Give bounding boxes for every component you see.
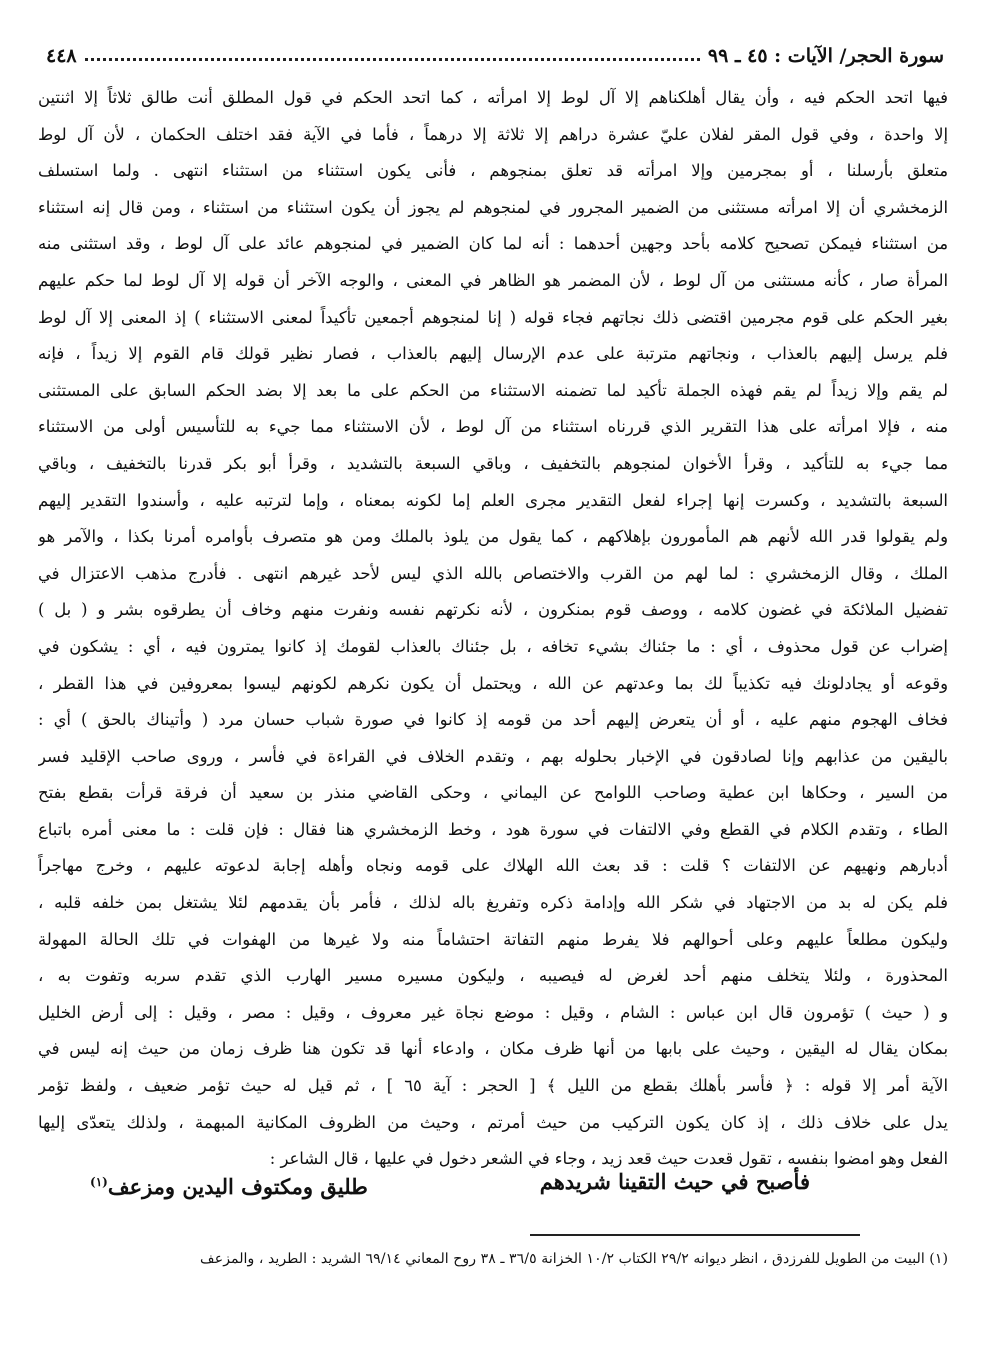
page-header xyxy=(38,40,948,72)
text-line: فلم يكن له بد من الاجتهاد في شكر الله وإدامة ذكره وتفريغ باله لذلك ، فأمر بأن يقدمهم لئلا يشتغل بمن خلفه قلبه ، xyxy=(38,893,948,913)
text-line: ولم يقولوا قدر الله لأنهم هم المأمورون بإهلاكهم ، كما يقول من يلوذ بالملك ومن هو متصرف بأوامره أمرنا بكذا ، والآمر هو xyxy=(38,527,948,547)
text-line: إلا واحدة ، وفي قول المقر لفلان عليّ عشرة دراهم إلا ثلاثة إلا درهماً ، فأما في الآية فقد اختلف الحكمان ، لأن آل لوط xyxy=(38,124,948,144)
page-number: ٤٤٨ xyxy=(46,45,77,67)
footnote-reference: (١) xyxy=(90,1175,108,1189)
text-line: فخاف الهجوم منهم عليه ، أو أن يتعرض إليهم أحد من قومه إذ كانوا في صورة شباب حسان مرد ( وأتيناك بالحق ) أي : xyxy=(38,710,948,730)
text-line: وليكون مطلعاً عليهم وعلى أحوالهم فلا يفرط منهم التفاتة احتشاماً منه ولا غيرها من الهفوات في تلك الحالة المهولة xyxy=(38,929,948,949)
text-line: مما جيء به للتأكيد ، وقرأ الأخوان لمنجوهم بالتخفيف ، وباقي السبعة بالتشديد ، وقرأ أبو بكر قدرنا بالتخفيف ، وباقي xyxy=(38,453,948,473)
text-line: منه ، فإلا امرأته على هذا التقرير الذي قررناه استثناء من آل لوط ، لأن الاستثناء مما جيء به للتأسيس أولى من الاستثناء xyxy=(38,417,948,437)
footnote-separator xyxy=(530,1234,860,1236)
text-line: أدبارهم ونهيهم عن الالتفات ؟ قلت : قد بعث الله الهلاك على قومه ونجاه وأهله إجابة لدعوته عليهم ، وخرج مهاجراً xyxy=(38,856,948,876)
main-text xyxy=(38,80,948,1178)
text-line: وقوعه أو يجادلونك فيه تكذيباً لك بما وعدتهم عن الله ، ويحتمل أن يكون نكرهم لكونهم ليسوا بمعروفين في هذا القطر ، xyxy=(38,673,948,693)
verse-first-hemistich: فأصبح في حيث التقينا شريدهم xyxy=(539,1169,810,1194)
text-line: الملك ، وقال الزمخشري : لما لهم من القرب والاختصاص بالله الذي ليس لأحد غيرهم انتهى . فأدرج مذهب الاعتزال في xyxy=(38,563,948,583)
text-line: و ( حيث ) تؤمرون قال ابن عباس : الشام ، وقيل : موضع نجاة غير معروف ، وقيل : مصر ، وقيل : إلى أرض الخليل xyxy=(38,1002,948,1022)
text-line: الزمخشري أن إلا امرأته مستثنى من الضمير المجرور في لمنجوهم لم يجوز أن يكون استثناء من استثناء ، ومن قال إنه استثناء xyxy=(38,197,948,217)
text-line: الآية أمر إلا قوله : ﴿ فأسر بأهلك بقطع من الليل ﴾ [ الحجر : آية ٦٥ ] ، ثم قيل له حيث تؤمر ضعيف ، ولفظ تؤمر xyxy=(38,1076,948,1096)
text-line: بمكان يقال له اليقين ، وحيث على بابها من أنها ظرف مكان ، وادعاء أنها قد تكون هنا ظرف زمان من حيث إنه ليس في xyxy=(38,1039,948,1059)
text-line: لم يقم وإلا زيداً لم يقم فهذه الجملة تأكيد لما تضمنه الاستثناء من الحكم على ما بعد إلا بضد الحكم السابق على المستثنى xyxy=(38,380,948,400)
text-line: المرأة صار ، كأنه مستثنى من آل لوط ، لأن المضمر هو الظاهر في المعنى ، والوجه الآخر أن قوله إلا آل لوط لما حكم عليهم xyxy=(38,270,948,290)
text-line: إضراب عن قول محذوف ، أي : ما جئناك بشيء تخافه ، بل جئناك بالعذاب لقومك إذ كانوا يمترون فيه ، أي : يشكون في xyxy=(38,636,948,656)
text-line: باليقين من عذابهم وإنا لصادقون في الإخبار بحلوله بهم ، وتقدم الخلاف في القراءة في فأسر ، وروى صاحب الإقليد فسر xyxy=(38,746,948,766)
text-line: يدل على خلاف ذلك ، إذ كان يكون التركيب من حيث أمرتم ، وحيث من الظروف المكانية المبهمة ، ولذلك يتعدّى إليها xyxy=(38,1112,948,1132)
text-line: من استثناء فيمكن تصحيح كلامه بأحد وجهين أحدهما : أنه لما كان الضمير في لمنجوهم عائد على آل لوط ، وقد استثنى منه xyxy=(38,234,948,254)
text-line: بغير الحكم على قوم مجرمين اقتضى ذلك نجاتهم فجاء قوله ( إنا لمنجوهم أجمعين تأكيداً لمعنى الاستثناء ) إذ المعنى إلا آل لوط xyxy=(38,307,948,327)
text-line: الطاء ، وتقدم الكلام في القطع وفي الالتفات في سورة هود ، وخط الزمخشري هنا فقال : فإن قلت : ما معنى أمره باتباع xyxy=(38,819,948,839)
text-line: فلم يرسل إليهم بالعذاب ، ونجاتهم مترتبة على عدم الإرسال إليهم بالعذاب ، فصار نظير قولك قام القوم إلا زيداً ، فإنه xyxy=(38,344,948,364)
running-title: سورة الحجر/ الآيات : ٤٥ ـ ٩٩ xyxy=(707,45,944,67)
text-line: السبعة بالتشديد ، وكسرت إنها إجراء لفعل التقدير مجرى العلم إما لكونه بمعناه ، وإما لترتبه عليه ، وأسندوا التقدير إليهم xyxy=(38,490,948,510)
text-line: من السير ، وحكاها ابن عطية وصاحب اللوامح عن اليماني ، وحكى القاضي منذر بن سعيد أن فرقة قرأت بقطع بفتح xyxy=(38,783,948,803)
text-line: تفضيل الملائكة في غضون كلامه ، ووصف قوم بمنكرون ، لأنه نكرتهم نفسه ونفرت منهم وخاف أن يطرقوه بشر و ( بل ) xyxy=(38,600,948,620)
text-line: متعلق بأرسلنا ، أو بمجرمين وإلا امرأته قد تعلق بمنجوهم ، فأنى يكون استثناء من استثناء انتهى . ولما استسلف xyxy=(38,161,948,181)
verse-second-hemistich-wrap xyxy=(90,1165,368,1204)
poetry-verse xyxy=(90,1165,810,1204)
text-line: الفعل وهو امضوا بنفسه ، تقول قعدت حيث قعد زيد ، وجاء في الشعر دخول في عليها ، قال الشاعر : xyxy=(269,1149,948,1169)
verse-second-hemistich: طليق ومكتوف اليدين ومزعف xyxy=(107,1174,368,1199)
text-line: فيها اتحد الحكم فيه ، وأن يقال أهلكناهم إلا آل لوط إلا امرأته ، كما اتحد الحكم في قول المطلق أنت طالق ثلاثاً إلا اثنتين xyxy=(38,88,948,107)
header-dotted-leader xyxy=(85,58,700,61)
text-line: المحذورة ، ولئلا يتخلف منهم أحد لغرض له فيصيبه ، وليكون مسيره مسير الهارب الذي تقدم سربه وتفوت به ، xyxy=(38,966,948,986)
footnote: (١) البيت من الطويل للفرزدق ، انظر ديوانه ٢٩/٢ الكتاب ١٠/٢ الخزانة ٣٦/٥ ـ ٣٨ روح المعاني ٦٩/١٤ الشريد : الطريد ، والمزعف xyxy=(200,1251,948,1267)
